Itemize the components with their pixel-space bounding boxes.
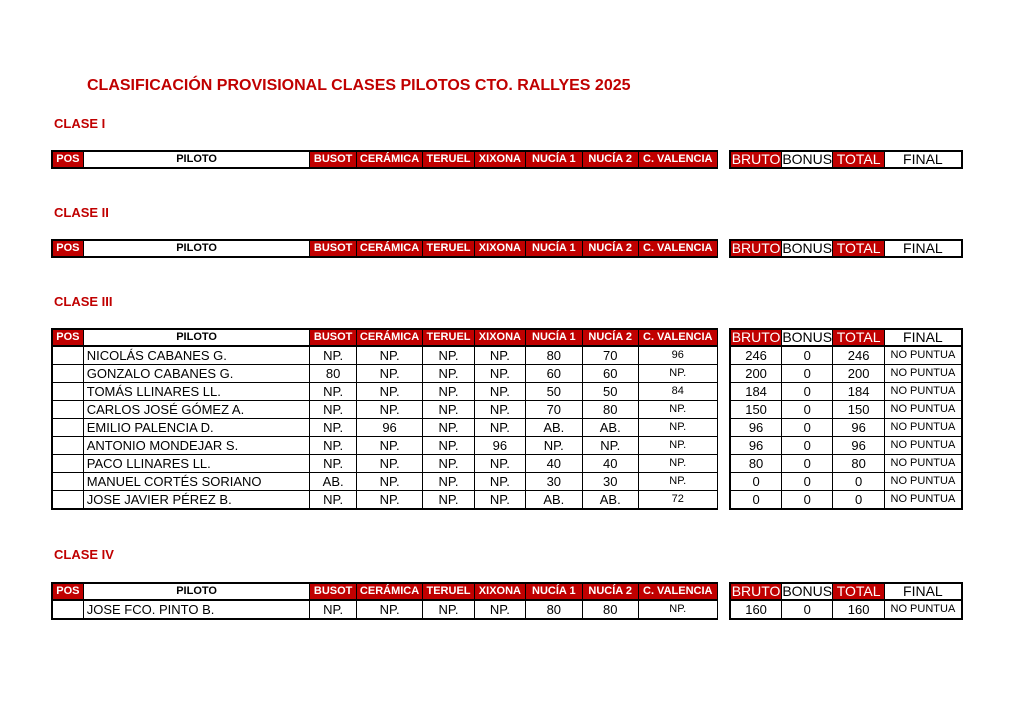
cell-nucia1: 50 [526,383,582,401]
cell-bruto: 246 [730,346,781,365]
header-busot: BUSOT [310,151,356,168]
header-bonus: BONUS [782,240,833,256]
header-teruel: TERUEL [423,329,474,346]
cell-nucia2: 30 [582,473,638,491]
cell-teruel: NP. [423,346,474,365]
cell-final: NO PUNTUA [884,401,962,419]
cell-pos [52,600,83,619]
table-row [52,491,962,510]
cell-teruel: NP. [423,401,474,419]
header-row [52,583,962,600]
cell-bruto: 96 [730,437,781,455]
cell-cvalencia: NP. [638,600,717,619]
header-total: TOTAL [833,329,884,346]
cell-nucia1: 30 [526,473,582,491]
header-cvalencia: C. VALENCIA [638,329,717,346]
cell-total: 0 [833,491,884,510]
cell-teruel: NP. [423,600,474,619]
header-bruto: BRUTO [731,240,781,256]
header-nucia2: NUCÍA 2 [582,240,638,257]
cell-nucia1: AB. [526,491,582,510]
cell-xixona: NP. [474,401,525,419]
cell-pos [52,491,83,510]
header-row [52,240,962,257]
cell-pos [52,419,83,437]
header-bonus: BONUS [782,583,833,599]
table-row [52,437,962,455]
cell-teruel: NP. [423,491,474,510]
cell-busot: NP. [310,600,356,619]
cell-busot: AB. [310,473,356,491]
header-teruel: TERUEL [423,583,474,600]
cell-bonus: 0 [782,491,833,510]
header-total: TOTAL [833,583,884,600]
header-nucia1: NUCÍA 1 [526,583,582,600]
cell-piloto: GONZALO CABANES G. [83,365,310,383]
header-piloto: PILOTO [83,151,310,168]
cell-final: NO PUNTUA [884,473,962,491]
cell-cvalencia: NP. [638,473,717,491]
table-row [52,346,962,365]
cell-bruto: 200 [730,365,781,383]
cell-xixona: NP. [474,346,525,365]
column-gap [717,365,730,383]
cell-piloto: JOSE FCO. PINTO B. [83,600,310,619]
cell-final: NO PUNTUA [884,491,962,510]
cell-nucia2: 40 [582,455,638,473]
column-gap [717,383,730,401]
cell-xixona: NP. [474,473,525,491]
cell-pos [52,401,83,419]
page-title: CLASIFICACIÓN PROVISIONAL CLASES PILOTOS CTO. RALLYES 2025 [87,77,631,94]
class-heading-i: CLASE I [54,116,106,131]
cell-final: NO PUNTUA [884,419,962,437]
cell-xixona: NP. [474,600,525,619]
cell-cvalencia: 72 [638,491,717,510]
cell-cvalencia: NP. [638,401,717,419]
cell-pos [52,437,83,455]
column-gap [717,437,730,455]
cell-bruto: 80 [730,455,781,473]
cell-xixona: 96 [474,437,525,455]
column-gap [717,240,730,257]
cell-bruto: 150 [730,401,781,419]
cell-cvalencia: NP. [638,437,717,455]
header-xixona: XIXONA [474,583,525,600]
cell-teruel: NP. [423,383,474,401]
cell-ceramica: NP. [356,365,423,383]
cell-final: NO PUNTUA [884,437,962,455]
header-cvalencia: C. VALENCIA [638,583,717,600]
cell-total: 0 [833,473,884,491]
cell-teruel: NP. [423,473,474,491]
cell-final: NO PUNTUA [884,455,962,473]
cell-bonus: 0 [782,383,833,401]
header-cvalencia: C. VALENCIA [638,240,717,257]
header-final: FINAL [884,583,962,600]
header-nucia2: NUCÍA 2 [582,329,638,346]
header-ceramica: CERÁMICA [356,583,423,600]
cell-bonus: 0 [782,473,833,491]
column-gap [717,419,730,437]
cell-ceramica: NP. [356,455,423,473]
cell-bruto: 96 [730,419,781,437]
class-heading-ii: CLASE II [54,205,109,220]
header-piloto: PILOTO [83,240,310,257]
header-bonus: BONUS [782,151,833,167]
table-row [52,455,962,473]
cell-nucia2: 60 [582,365,638,383]
cell-bonus: 0 [782,401,833,419]
header-xixona: XIXONA [474,329,525,346]
header-pos: POS [52,329,83,346]
class-ii-table [51,239,963,258]
cell-ceramica: NP. [356,383,423,401]
cell-ceramica: NP. [356,437,423,455]
cell-pos [52,346,83,365]
cell-cvalencia: NP. [638,455,717,473]
cell-bruto: 184 [730,383,781,401]
cell-cvalencia: 96 [638,346,717,365]
header-bonus: BONUS [782,329,833,345]
cell-piloto: CARLOS JOSÉ GÓMEZ A. [83,401,310,419]
column-gap [717,583,730,600]
cell-total: 246 [833,346,884,365]
cell-total: 96 [833,437,884,455]
cell-xixona: NP. [474,455,525,473]
cell-bonus: 0 [782,419,833,437]
header-teruel: TERUEL [423,240,474,257]
header-pos: POS [52,240,83,257]
cell-ceramica: 96 [356,419,423,437]
class-heading-iv: CLASE IV [54,547,114,562]
table-row [52,383,962,401]
cell-bonus: 0 [782,346,833,365]
cell-nucia2: 70 [582,346,638,365]
cell-nucia2: 80 [582,401,638,419]
header-bruto: BRUTO [731,583,781,599]
column-gap [717,491,730,510]
cell-busot: NP. [310,437,356,455]
cell-nucia1: NP. [526,437,582,455]
cell-nucia1: 80 [526,346,582,365]
class-i-table [51,150,963,169]
cell-bruto: 0 [730,473,781,491]
column-gap [717,600,730,619]
cell-piloto: PACO LLINARES LL. [83,455,310,473]
header-final: FINAL [884,329,962,346]
cell-pos [52,473,83,491]
cell-nucia1: 70 [526,401,582,419]
header-busot: BUSOT [310,240,356,257]
cell-busot: NP. [310,491,356,510]
cell-ceramica: NP. [356,346,423,365]
column-gap [717,455,730,473]
header-row [52,329,962,346]
cell-busot: NP. [310,383,356,401]
cell-ceramica: NP. [356,600,423,619]
cell-nucia2: AB. [582,419,638,437]
cell-piloto: TOMÁS LLINARES LL. [83,383,310,401]
cell-nucia1: 40 [526,455,582,473]
cell-piloto: JOSE JAVIER PÉREZ B. [83,491,310,510]
cell-final: NO PUNTUA [884,383,962,401]
class-iii-table [51,328,963,510]
cell-total: 80 [833,455,884,473]
header-busot: BUSOT [310,583,356,600]
table-row [52,473,962,491]
header-ceramica: CERÁMICA [356,329,423,346]
column-gap [717,401,730,419]
class-heading-iii: CLASE III [54,294,113,309]
header-bruto: BRUTO [731,151,781,167]
header-cvalencia: C. VALENCIA [638,151,717,168]
cell-piloto: NICOLÁS CABANES G. [83,346,310,365]
cell-bonus: 0 [782,437,833,455]
cell-total: 184 [833,383,884,401]
cell-xixona: NP. [474,365,525,383]
cell-cvalencia: 84 [638,383,717,401]
column-gap [717,346,730,365]
cell-piloto: MANUEL CORTÉS SORIANO [83,473,310,491]
cell-busot: NP. [310,419,356,437]
table-row [52,401,962,419]
header-nucia1: NUCÍA 1 [526,329,582,346]
cell-final: NO PUNTUA [884,365,962,383]
table-row [52,419,962,437]
header-piloto: PILOTO [83,329,310,346]
cell-ceramica: NP. [356,401,423,419]
cell-nucia1: 60 [526,365,582,383]
cell-bonus: 0 [782,455,833,473]
header-nucia1: NUCÍA 1 [526,240,582,257]
cell-bonus: 0 [782,365,833,383]
cell-cvalencia: NP. [638,365,717,383]
column-gap [717,473,730,491]
class-iv-table [51,582,963,620]
cell-busot: 80 [310,365,356,383]
cell-pos [52,383,83,401]
cell-nucia2: 80 [582,600,638,619]
header-total: TOTAL [833,240,884,257]
header-bruto: BRUTO [731,329,781,345]
cell-final: NO PUNTUA [884,346,962,365]
table-row [52,365,962,383]
column-gap [717,329,730,346]
cell-busot: NP. [310,346,356,365]
table-row [52,600,962,619]
header-row [52,151,962,168]
cell-nucia2: AB. [582,491,638,510]
header-pos: POS [52,151,83,168]
cell-pos [52,365,83,383]
cell-xixona: NP. [474,419,525,437]
header-xixona: XIXONA [474,151,525,168]
cell-bonus: 0 [782,600,833,619]
cell-nucia1: 80 [526,600,582,619]
cell-cvalencia: NP. [638,419,717,437]
cell-teruel: NP. [423,437,474,455]
cell-ceramica: NP. [356,491,423,510]
cell-teruel: NP. [423,365,474,383]
header-xixona: XIXONA [474,240,525,257]
cell-piloto: ANTONIO MONDEJAR S. [83,437,310,455]
header-final: FINAL [884,240,962,257]
cell-total: 160 [833,600,884,619]
cell-piloto: EMILIO PALENCIA D. [83,419,310,437]
cell-busot: NP. [310,401,356,419]
header-nucia1: NUCÍA 1 [526,151,582,168]
header-ceramica: CERÁMICA [356,151,423,168]
header-ceramica: CERÁMICA [356,240,423,257]
cell-total: 200 [833,365,884,383]
header-nucia2: NUCÍA 2 [582,151,638,168]
cell-bruto: 160 [730,600,781,619]
column-gap [717,151,730,168]
header-final: FINAL [884,151,962,168]
header-nucia2: NUCÍA 2 [582,583,638,600]
header-busot: BUSOT [310,329,356,346]
cell-nucia1: AB. [526,419,582,437]
cell-ceramica: NP. [356,473,423,491]
cell-busot: NP. [310,455,356,473]
cell-teruel: NP. [423,455,474,473]
cell-xixona: NP. [474,491,525,510]
cell-xixona: NP. [474,383,525,401]
cell-nucia2: NP. [582,437,638,455]
cell-total: 150 [833,401,884,419]
header-pos: POS [52,583,83,600]
header-total: TOTAL [833,151,884,168]
cell-bruto: 0 [730,491,781,510]
header-teruel: TERUEL [423,151,474,168]
cell-final: NO PUNTUA [884,600,962,619]
cell-total: 96 [833,419,884,437]
header-piloto: PILOTO [83,583,310,600]
cell-pos [52,455,83,473]
cell-teruel: NP. [423,419,474,437]
cell-nucia2: 50 [582,383,638,401]
